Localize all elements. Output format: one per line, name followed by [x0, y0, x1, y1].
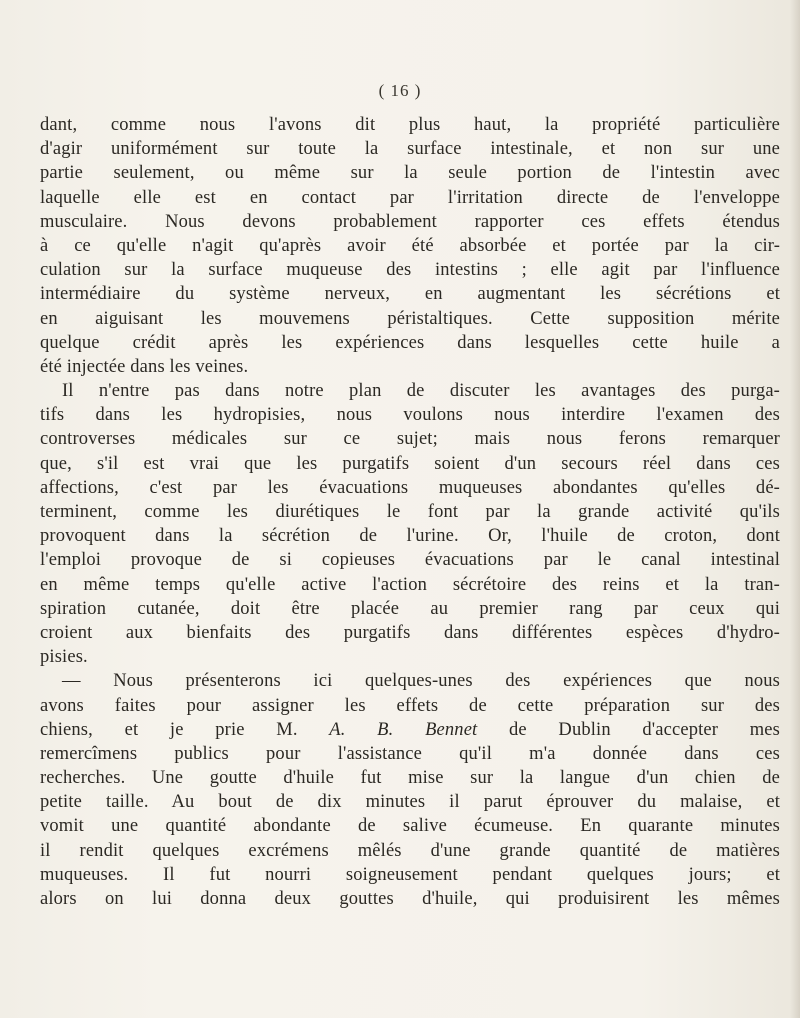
text-line: remercîmens publics pour l'assistance qu'il m'a donnée dans ces — [40, 743, 780, 764]
text-line: d'agir uniformément sur toute la surface intestinale, et non sur une — [40, 139, 780, 160]
text-line: musculaire. Nous devons probablement rapporter ces effets étendus — [40, 211, 780, 232]
page-number-header: ( 16 ) — [378, 81, 422, 100]
text-line: que, s'il est vrai que les purgatifs soient d'un secours réel dans ces — [40, 453, 780, 474]
text-line: laquelle elle est en contact par l'irritation directe de l'enveloppe — [40, 187, 780, 208]
text-line: il rendit quelques excrémens mêlés d'une grande quantité de matières — [40, 840, 780, 861]
text-line: été injectée dans les veines. — [40, 356, 249, 377]
text-segment: de Dublin d'accepter mes — [477, 719, 780, 740]
text-line: alors on lui donna deux gouttes d'huile, qui produisirent les mêmes — [40, 889, 780, 909]
text-line-with-name — [40, 718, 780, 742]
text-line: croient aux bienfaits des purgatifs dans différentes espèces d'hydro- — [40, 622, 780, 643]
text-line: en même temps qu'elle active l'action sécrétoire des reins et la tran- — [40, 574, 780, 595]
text-line: Il n'entre pas dans notre plan de discuter les avantages des purga- — [62, 381, 780, 402]
text-line: intermédiaire du système nerveux, en augmentant les sécrétions et — [40, 284, 780, 305]
text-line: terminent, comme les diurétiques le font par la grande activité qu'ils — [40, 502, 780, 522]
text-line: vomit une quantité abondante de salive écumeuse. En quarante minutes — [40, 816, 780, 837]
person-name: A. B. Bennet — [329, 719, 478, 740]
text-line: controverses médicales sur ce sujet; mais nous ferons remarquer — [40, 429, 780, 450]
text-line: provoquent dans la sécrétion de l'urine. Or, l'huile de croton, dont — [40, 526, 780, 547]
text-line: muqueuses. Il fut nourri soigneusement pendant quelques jours; et — [40, 864, 780, 885]
text-line: spiration cutanée, doit être placée au premier rang par ceux qui — [40, 598, 780, 619]
text-line: quelque crédit après les expériences dans lesquelles cette huile a — [40, 332, 780, 353]
text-line: affections, c'est par les évacuations muqueuses abondantes qu'elles dé- — [40, 477, 780, 498]
text-line: avons faites pour assigner les effets de cette préparation sur des — [40, 695, 780, 716]
text-line: dant, comme nous l'avons dit plus haut, la propriété particulière — [40, 115, 780, 135]
text-segment: chiens, et je prie M. — [40, 719, 330, 740]
text-line: culation sur la surface muqueuse des intestins ; elle agit par l'influence — [40, 260, 780, 281]
text-line: l'emploi provoque de si copieuses évacuations par le canal intestinal — [40, 550, 780, 571]
text-line: petite taille. Au bout de dix minutes il parut éprouver du malaise, et — [40, 792, 780, 813]
text-line: — Nous présenterons ici quelques-unes des expériences que nous — [62, 671, 780, 692]
text-line: partie seulement, ou même sur la seule portion de l'intestin avec — [40, 163, 780, 184]
text-line: tifs dans les hydropisies, nous voulons nous interdire l'examen des — [40, 405, 780, 426]
text-line: recherches. Une goutte d'huile fut mise sur la langue d'un chien de — [40, 768, 780, 789]
page-edge-shadow — [790, 0, 800, 1018]
text-line: pisies. — [40, 647, 88, 668]
text-line: à ce qu'elle n'agit qu'après avoir été absorbée et portée par la cir- — [40, 235, 780, 256]
text-line: en aiguisant les mouvemens péristaltiques. Cette supposition mérite — [40, 308, 780, 329]
body-text — [40, 113, 780, 911]
